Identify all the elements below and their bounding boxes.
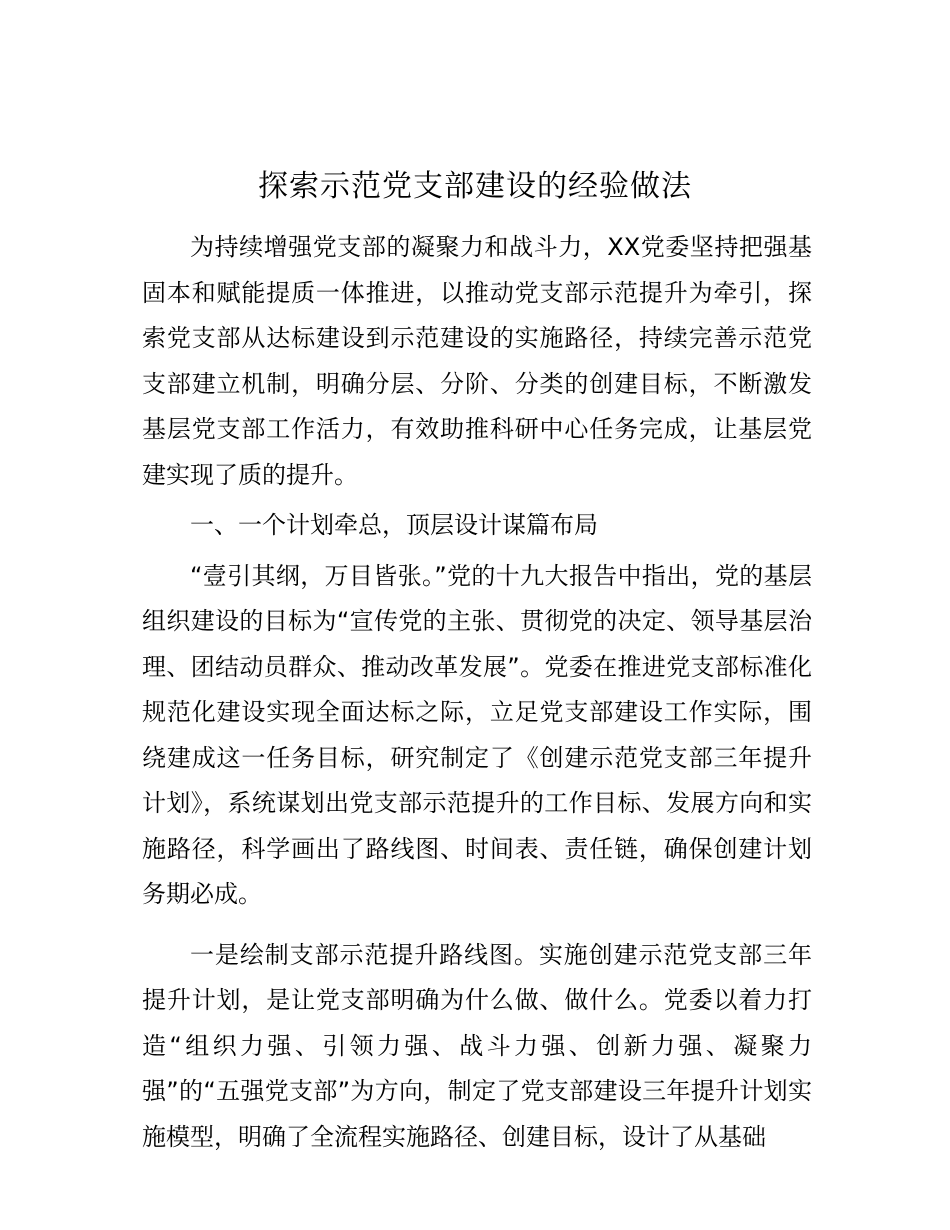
intro-paragraph: 为持续增强党支部的凝聚力和战斗力，XX党委坚持把强基固本和赋能提质一体推进，以推动党支部示范提升为牵引，探索党支部从达标建设到示范建设的实施路径，持续完善示范党支部建立机制，明确分层、分阶、分类的创建目标，不断激发基层党支部工作活力，有效助推科研中心任务完成，让基层党建实现了质的提升。 bbox=[142, 233, 812, 489]
subsection-paragraph: 一是绘制支部示范提升路线图。实施创建示范党支部三年提升计划，是让党支部明确为什么做、做什么。党委以着力打造“组织力强、引领力强、战斗力强、创新力强、凝聚力强”的“五强党支部”为方向，制定了党支部建设三年提升计划实施模型，明确了全流程实施路径、创建目标，设计了从基础 bbox=[142, 940, 812, 1151]
paragraph-spacer bbox=[142, 918, 812, 933]
section-heading: 一、一个计划牵总，顶层设计谋篇布局 bbox=[190, 511, 598, 539]
section-paragraph: “壹引其纲，万目皆张。”党的十九大报告中指出，党的基层组织建设的目标为“宣传党的主张、贯彻党的决定、领导基层治理、团结动员群众、推动改革发展”。党委在推进党支部标准化规范化建设实现全面达标之际，立足党支部建设工作实际，围绕建成这一任务目标，研究制定了《创建示范党支部三年提升计划》，系统谋划出党支部示范提升的工作目标、发展方向和实施路径，科学画出了路线图、时间表、责任链，确保创建计划务期必成。 bbox=[142, 561, 812, 908]
document-title: 探索示范党支部建设的经验做法 bbox=[258, 169, 692, 204]
document-body bbox=[142, 225, 812, 1160]
